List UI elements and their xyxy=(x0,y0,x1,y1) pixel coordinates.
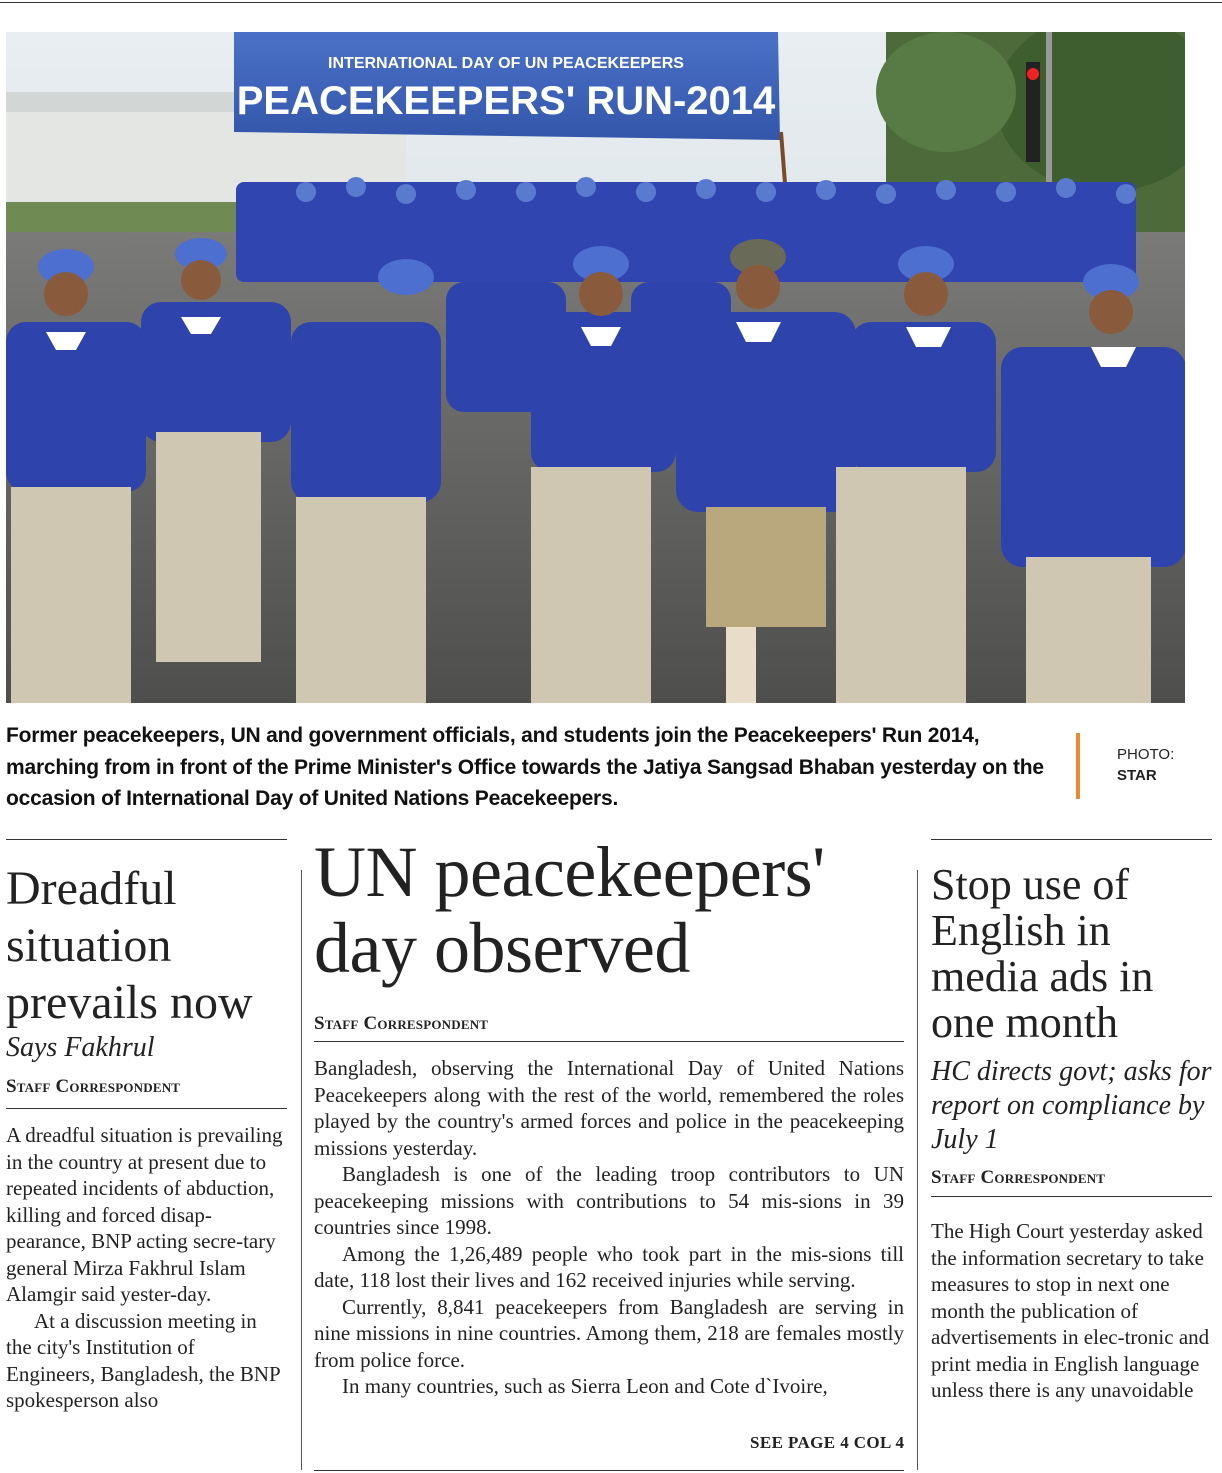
right-byline: Staff Correspondent xyxy=(931,1167,1106,1188)
lead-photo xyxy=(6,32,1185,703)
credit-label: PHOTO: xyxy=(1117,746,1175,763)
right-deck: HC directs govt; asks for report on compliance by July 1 xyxy=(931,1056,1212,1155)
center-body xyxy=(314,1055,904,1400)
center-headline: UN peacekeepers' day observed xyxy=(314,832,825,988)
left-paragraph-2: At a discussion meeting in the city's Institution of Engineers, Bangladesh, the BNP spokesperson also xyxy=(6,1308,280,1412)
left-headline: Dreadful situation prevails now xyxy=(6,862,253,1029)
center-paragraph-5: In many countries, such as Sierra Leon and Cote d`Ivoire, xyxy=(342,1374,828,1398)
center-bottom-rule xyxy=(314,1470,904,1471)
photo-credit xyxy=(1117,744,1174,786)
right-paragraph-1: The High Court yesterday asked the information secretary to take measures to stop in next one month the publication of advertisements in elec-tronic and print media in English language unless there is any unavoidable xyxy=(931,1219,1210,1402)
banner-line-2: PEACEKEEPERS' RUN-2014 xyxy=(236,79,776,123)
center-byline-rule xyxy=(314,1041,904,1042)
left-byline-rule xyxy=(6,1108,287,1109)
right-headline: Stop use of English in media ads in one month xyxy=(931,860,1154,1047)
column-divider-left xyxy=(301,870,302,1470)
center-paragraph-1: Bangladesh, observing the International Day of United Nations Peacekeepers along with the rest of the world, remembered the roles played by the country's armed forces and police in the peacekeeping missions yesterday. xyxy=(314,1056,904,1160)
banner-line-1: INTERNATIONAL DAY OF UN PEACEKEEPERS xyxy=(328,55,684,72)
credit-source: STAR xyxy=(1117,767,1157,784)
jump-line[interactable]: SEE PAGE 4 COL 4 xyxy=(750,1433,905,1452)
center-paragraph-2: Bangladesh is one of the leading troop contributors to UN peacekeeping missions with contributions to 54 mis-sions in 39 countries since 1998. xyxy=(314,1162,904,1239)
top-rule xyxy=(0,2,1222,3)
left-body xyxy=(6,1122,286,1414)
center-paragraph-4: Currently, 8,841 peacekeepers from Bangladesh are serving in nine missions in nine countries. Among them, 218 are females mostly from police force. xyxy=(314,1294,904,1372)
left-top-rule xyxy=(6,839,287,840)
right-body xyxy=(931,1218,1211,1404)
left-deck: Says Fakhrul xyxy=(6,1032,155,1063)
left-byline: Staff Correspondent xyxy=(6,1076,181,1097)
credit-accent-bar xyxy=(1076,733,1080,799)
left-paragraph-1: A dreadful situation is prevailing in the country at present due to repeated incidents of abduction, killing and forced disap-pearance, BNP acting secre-tary general Mirza Fakhrul Islam Alamgir said yester-day. xyxy=(6,1123,283,1306)
right-top-rule xyxy=(931,839,1212,840)
photo-caption: Former peacekeepers, UN and government officials, and students join the Peacekeepers' Run 2014, marching from in front of the Prime Minister's Office towards the Jatiya Sangsad Bhaban yesterday on the occasion of International Day of United Nations Peacekeepers. xyxy=(6,724,1044,810)
column-divider-right xyxy=(917,870,918,1470)
center-paragraph-3: Among the 1,26,489 people who took part in the mis-sions till date, 118 lost their lives and 162 received injuries while serving. xyxy=(314,1241,904,1292)
center-byline: Staff Correspondent xyxy=(314,1013,489,1034)
right-byline-rule xyxy=(931,1196,1212,1197)
